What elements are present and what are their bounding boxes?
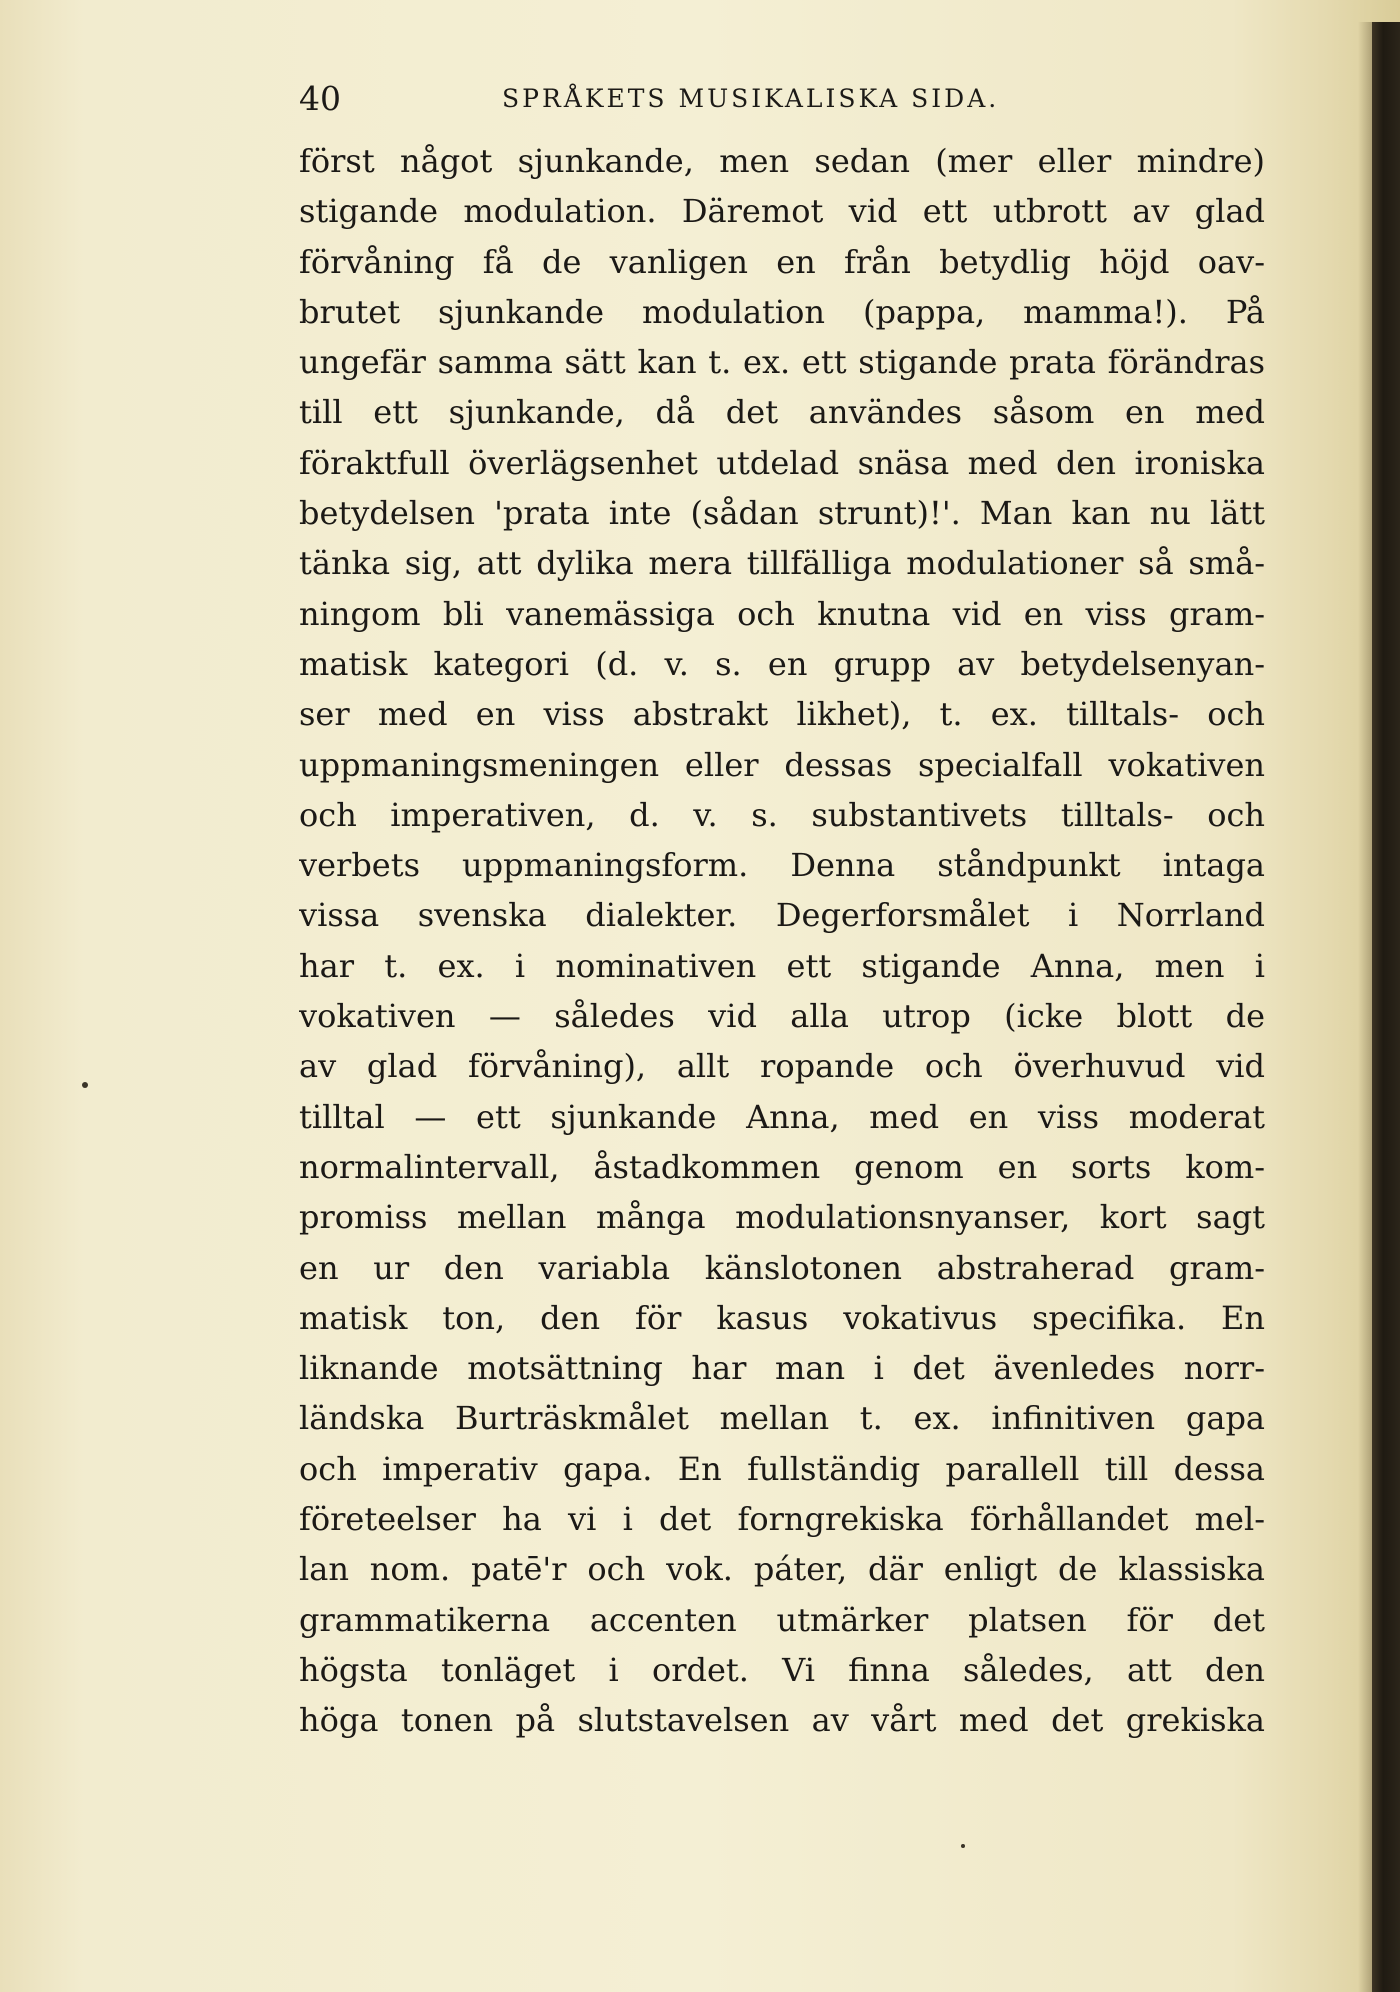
text-line: uppmaningsmeningen eller dessas specialfall vokativen	[299, 745, 1265, 784]
text-line: först något sjunkande, men sedan (mer eller mindre)	[299, 142, 1265, 180]
page-number: 40	[299, 79, 341, 118]
text-line: en ur den variabla känslotonen abstraherad gram-	[299, 1248, 1265, 1287]
text-line: och imperativ gapa. En fullständig parallell till dessa	[299, 1449, 1265, 1488]
text-line: liknande motsättning har man i det ävenledes norr-	[299, 1349, 1265, 1388]
text-line: matisk ton, den för kasus vokativus specifika. En	[299, 1298, 1265, 1337]
text-line: lan nom. patē'r och vok. páter, där enligt de klassiska	[299, 1550, 1265, 1589]
running-head: SPRÅKETS MUSIKALISKA SIDA.	[502, 84, 1000, 113]
text-line: företeelser ha vi i det forngrekiska förhållandet mel-	[299, 1500, 1265, 1539]
text-line: har t. ex. i nominativen ett stigande Anna, men i	[299, 946, 1265, 985]
text-line: stigande modulation. Däremot vid ett utbrott av glad	[299, 192, 1265, 231]
text-line: av glad förvåning), allt ropande och överhuvud vid	[299, 1047, 1265, 1086]
page-header	[299, 74, 1259, 124]
text-line: ser med en viss abstrakt likhet), t. ex. tilltals- och	[299, 695, 1265, 734]
text-line: matisk kategori (d. v. s. en grupp av betydelsenyan-	[299, 644, 1265, 683]
text-line: ungefär samma sätt kan t. ex. ett stigande prata förändras	[299, 343, 1265, 382]
text-line: till ett sjunkande, då det användes såsom en med	[299, 393, 1265, 432]
margin-speck	[961, 1844, 965, 1848]
text-line: brutet sjunkande modulation (pappa, mamma!). På	[299, 292, 1265, 331]
text-line: förvåning få de vanligen en från betydlig höjd oav-	[299, 242, 1265, 281]
text-line: betydelsen 'prata inte (sådan strunt)!'. Man kan nu lätt	[299, 494, 1265, 533]
text-line: höga tonen på slutstavelsen av vårt med det grekiska	[299, 1701, 1265, 1740]
text-line: verbets uppmaningsform. Denna ståndpunkt intaga	[299, 846, 1265, 885]
text-line: tänka sig, att dylika mera tillfälliga modulationer så små-	[299, 544, 1265, 583]
text-line: föraktfull överlägsenhet utdelad snäsa med den ironiska	[299, 443, 1265, 482]
text-line: ningom bli vanemässiga och knutna vid en viss gram-	[299, 594, 1265, 633]
page-gutter-shadow	[1358, 22, 1372, 1992]
text-line: vokativen — således vid alla utrop (icke blott de	[299, 997, 1265, 1036]
text-line: normalintervall, åstadkommen genom en sorts kom-	[299, 1147, 1265, 1186]
margin-speck	[82, 1082, 88, 1088]
text-line: vissa svenska dialekter. Degerforsmålet i Norrland	[299, 896, 1265, 935]
text-line: och imperativen, d. v. s. substantivets tilltals- och	[299, 795, 1265, 834]
text-line: tilltal — ett sjunkande Anna, med en viss moderat	[299, 1097, 1265, 1136]
text-line: promiss mellan många modulationsnyanser, kort sagt	[299, 1198, 1265, 1237]
text-line: högsta tonläget i ordet. Vi finna således, att den	[299, 1650, 1265, 1689]
text-line: ländska Burträskmålet mellan t. ex. infinitiven gapa	[299, 1399, 1265, 1438]
text-line: grammatikerna accenten utmärker platsen för det	[299, 1600, 1265, 1639]
book-spine-edge	[1372, 22, 1400, 1992]
body-text	[299, 136, 1265, 1746]
